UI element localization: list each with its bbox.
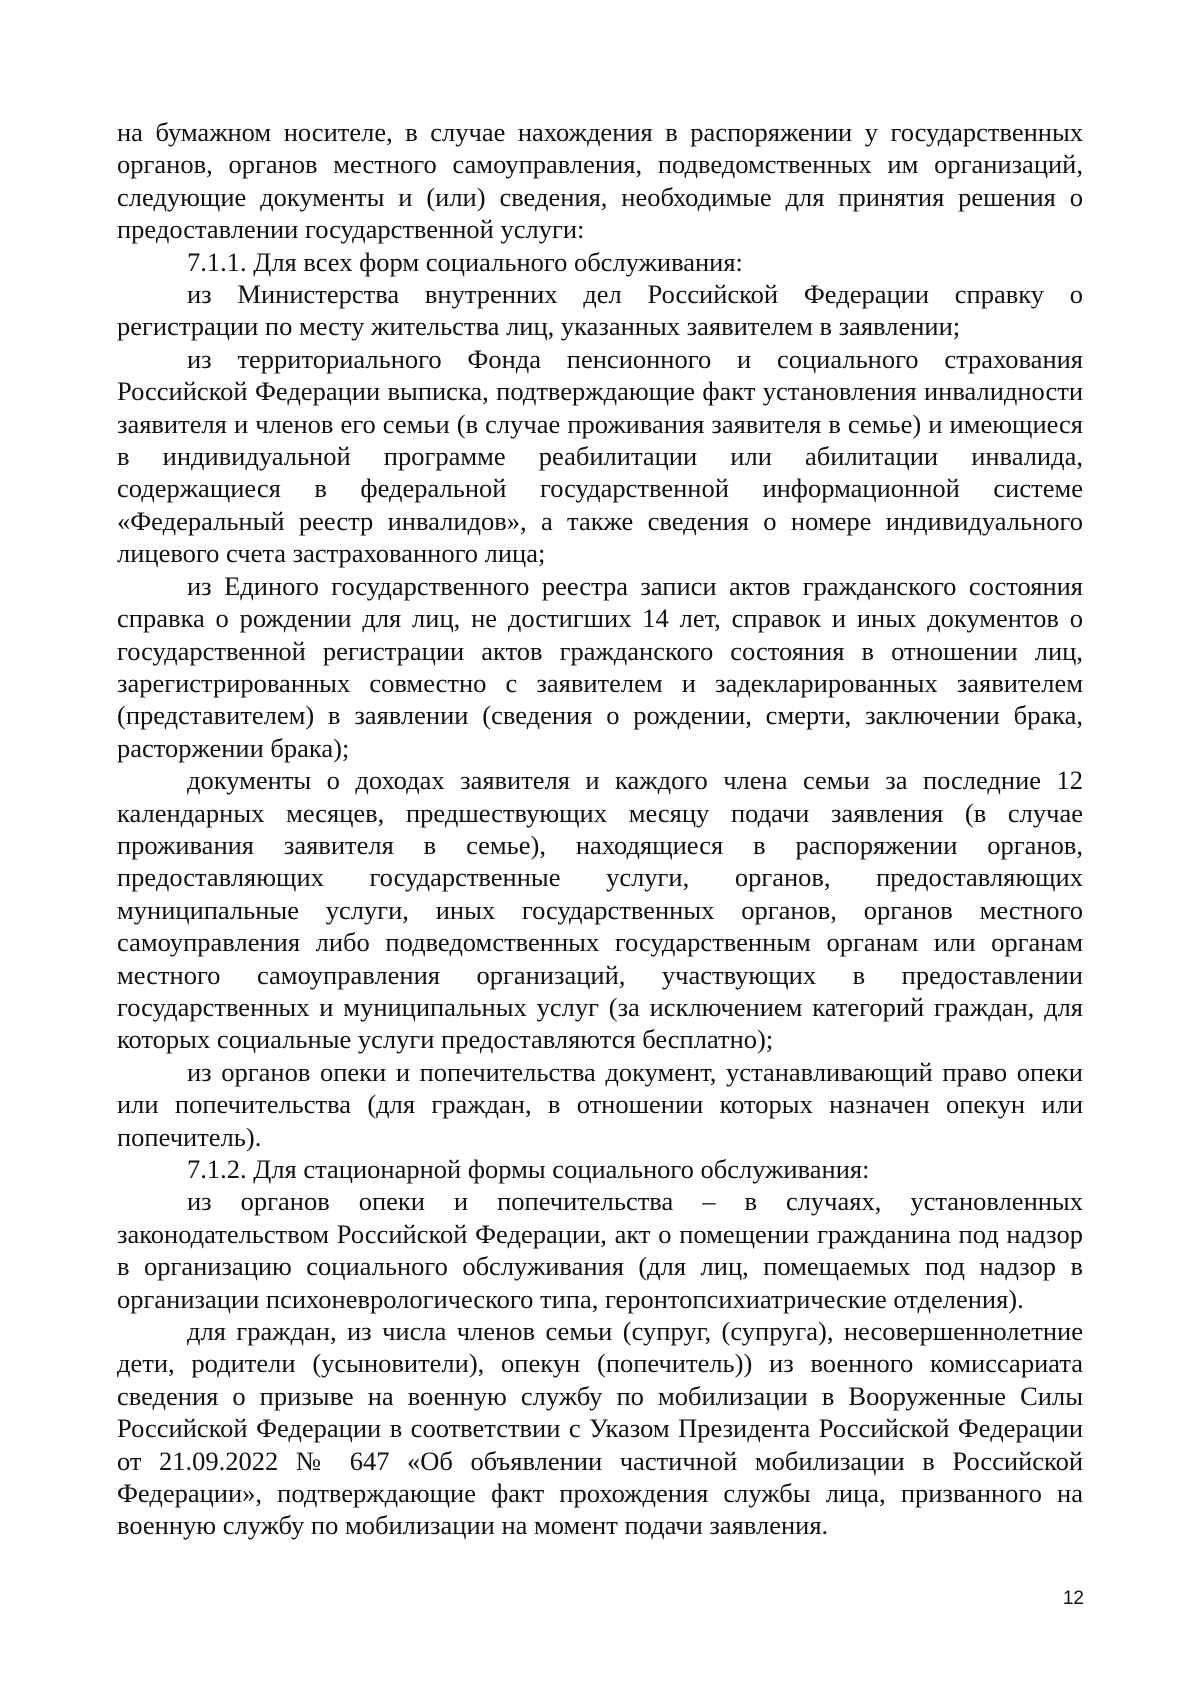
paragraph-continuation: на бумажном носителе, в случае нахождения в распоряжении у государственных органов, органов местного самоуправления, подведомственных им организаций, следующие документы и (или) сведения, необходимые для принятия решения о предоставлении государственной услуги: [117,117,1083,245]
paragraph-guardianship-document: из органов опеки и попечительства документ, устанавливающий право опеки или попечительства (для граждан, в отношении которых назначен опекун или попечитель). [117,1056,1083,1152]
page-number: 12 [1062,1588,1084,1609]
paragraph-pension-fund-extract: из территориального Фонда пенсионного и социального страхования Российской Федерации выписка, подтверждающие факт установления инвалидности заявителя и членов его семьи (в случае проживания заявителя в семье) и имеющиеся в индивидуальной программе реабилитации или абилитации инвалида, содержащиеся в федеральной государственной информационной системе «Федеральный реестр инвалидов», а также сведения о номере индивидуального лицевого счета застрахованного лица; [117,343,1083,569]
section-heading-7-1-2: 7.1.2. Для стационарной формы социального обслуживания: [187,1154,870,1184]
section-heading-7-1-1: 7.1.1. Для всех форм социального обслуживания: [187,246,743,277]
document-body [117,116,1083,1542]
paragraph-mobilization-info: для граждан, из числа членов семьи (супруг, (супруга), несовершеннолетние дети, родители (усыновители), опекун (попечитель)) из военного комиссариата сведения о призыве на военную службу по мобилизации в Вооруженные Силы Российской Федерации в соответствии с Указом Президента Российской Федерации от 21.09.2022 № 647 «Об объявлении частичной мобилизации в Российской Федерации», подтверждающие факт прохождения службы лица, призванного на военную службу по мобилизации на момент подачи заявления. [117,1316,1083,1541]
paragraph-income-documents: документы о доходах заявителя и каждого члена семьи за последние 12 календарных месяцев, предшествующих месяцу подачи заявления (в случае проживания заявителя в семье), находящиеся в распоряжении органов, предоставляющих государственные услуги, органов, предоставляющих муниципальные услуги, иных государственных органов, органов местного самоуправления либо подведомственных государственным органам или органам местного самоуправления организаций, участвующих в предоставлении государственных и муниципальных услуг (за исключением категорий граждан, для которых социальные услуги предоставляются бесплатно); [117,765,1083,1055]
paragraph-civil-registry: из Единого государственного реестра записи актов гражданского состояния справка о рождении для лиц, не достигших 14 лет, справок и иных документов о государственной регистрации актов гражданского состояния в отношении лиц, зарегистрированных совместно с заявителем и задекларированных заявителем (представителем) в заявлении (сведения о рождении, смерти, заключении брака, расторжении брака); [117,570,1083,763]
paragraph-supervision-act: из органов опеки и попечительства – в случаях, установленных законодательством Российской Федерации, акт о помещении гражданина под надзор в организацию социального обслуживания (для лиц, помещаемых под надзор в организации психоневрологического типа, геронтопсихиатрические отделения). [117,1186,1083,1314]
paragraph-mvd-registration: из Министерства внутренних дел Российской Федерации справку о регистрации по месту жительства лиц, указанных заявителем в заявлении; [117,279,1083,342]
